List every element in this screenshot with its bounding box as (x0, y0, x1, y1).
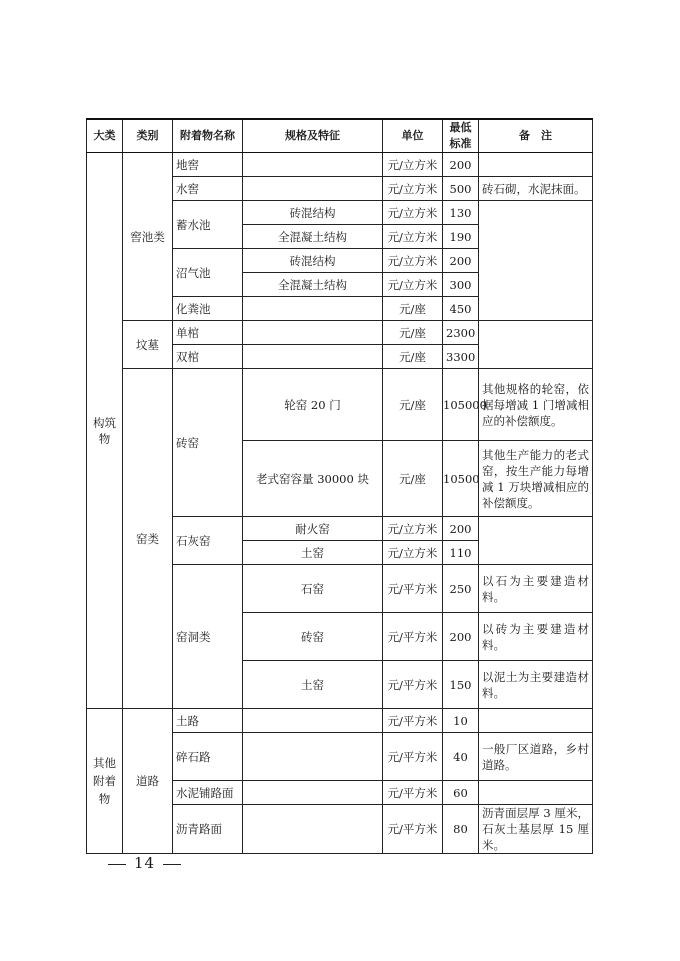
row-unit: 元/立方米 (383, 249, 443, 273)
header-min-standard: 最低 标准 (443, 119, 479, 153)
row-unit: 元/立方米 (383, 201, 443, 225)
table-row (87, 369, 593, 441)
header-spec: 规格及特征 (243, 119, 383, 153)
header-major: 大类 (87, 119, 123, 153)
row-unit: 元/座 (383, 441, 443, 517)
category-cellar-pool: 窖池类 (123, 153, 173, 321)
row-unit: 元/座 (383, 345, 443, 369)
row-unit: 元/平方米 (383, 733, 443, 781)
row-value: 200 (443, 249, 479, 273)
row-value: 130 (443, 201, 479, 225)
row-unit: 元/立方米 (383, 177, 443, 201)
row-spec (243, 297, 383, 321)
row-value: 190 (443, 225, 479, 249)
table-row (87, 153, 593, 177)
row-unit: 元/座 (383, 369, 443, 441)
footer-dash-right (163, 864, 181, 865)
row-note (479, 709, 593, 733)
row-value: 10 (443, 709, 479, 733)
row-name: 单棺 (173, 321, 243, 345)
row-spec (243, 321, 383, 345)
row-spec (243, 733, 383, 781)
row-spec (243, 153, 383, 177)
row-note-empty (479, 517, 593, 565)
table-row (87, 709, 593, 733)
major-structures: 构筑物 (87, 153, 123, 709)
row-name: 石灰窑 (173, 517, 243, 565)
row-value: 500 (443, 177, 479, 201)
row-note: 以泥土为主要建造材料。 (479, 661, 593, 709)
row-value: 3300 (443, 345, 479, 369)
header-remark: 备 注 (479, 119, 593, 153)
page-footer (100, 854, 189, 872)
row-unit: 元/座 (383, 321, 443, 345)
row-unit: 元/座 (383, 297, 443, 321)
row-spec: 轮窑 20 门 (243, 369, 383, 441)
row-spec: 砖窑 (243, 613, 383, 661)
category-kiln: 窑类 (123, 369, 173, 709)
row-name: 水泥铺路面 (173, 781, 243, 805)
table-row (87, 321, 593, 345)
row-spec: 石窑 (243, 565, 383, 613)
row-name: 土路 (173, 709, 243, 733)
row-name: 碎石路 (173, 733, 243, 781)
row-note: 以石为主要建造材料。 (479, 565, 593, 613)
row-spec: 老式窑容量 30000 块 (243, 441, 383, 517)
row-unit: 元/平方米 (383, 805, 443, 854)
row-note: 其他生产能力的老式窑，按生产能力每增减 1 万块增减相应的补偿额度。 (479, 441, 593, 517)
row-value: 80 (443, 805, 479, 854)
row-spec: 耐火窑 (243, 517, 383, 541)
row-unit: 元/平方米 (383, 565, 443, 613)
row-value: 150 (443, 661, 479, 709)
row-spec (243, 177, 383, 201)
row-note: 一般厂区道路，乡村道路。 (479, 733, 593, 781)
row-note: 沥青面层厚 3 厘米，石灰土基层厚 15 厘米。 (479, 805, 593, 854)
header-category: 类别 (123, 119, 173, 153)
row-name: 沥青路面 (173, 805, 243, 854)
row-unit: 元/平方米 (383, 781, 443, 805)
row-unit: 元/平方米 (383, 661, 443, 709)
row-unit: 元/平方米 (383, 709, 443, 733)
footer-dash-left (108, 864, 126, 865)
row-spec (243, 345, 383, 369)
page-number: 14 (134, 854, 156, 872)
row-name: 化粪池 (173, 297, 243, 321)
row-spec (243, 709, 383, 733)
header-name: 附着物名称 (173, 119, 243, 153)
row-value: 60 (443, 781, 479, 805)
row-value: 10500 (443, 441, 479, 517)
row-spec: 砖混结构 (243, 201, 383, 225)
header-unit: 单位 (383, 119, 443, 153)
row-unit: 元/立方米 (383, 541, 443, 565)
row-name: 水窖 (173, 177, 243, 201)
row-spec: 土窑 (243, 661, 383, 709)
row-value: 200 (443, 613, 479, 661)
row-spec: 砖混结构 (243, 249, 383, 273)
row-note: 其他规格的轮窑，依据每增减 1 门增减相应的补偿额度。 (479, 369, 593, 441)
row-unit: 元/平方米 (383, 613, 443, 661)
row-unit: 元/立方米 (383, 153, 443, 177)
row-spec: 全混凝土结构 (243, 273, 383, 297)
row-name: 双棺 (173, 345, 243, 369)
row-note-empty (479, 321, 593, 369)
category-road: 道路 (123, 709, 173, 854)
row-value: 40 (443, 733, 479, 781)
row-name: 地窖 (173, 153, 243, 177)
row-unit: 元/立方米 (383, 273, 443, 297)
row-value: 250 (443, 565, 479, 613)
row-value: 200 (443, 153, 479, 177)
row-spec (243, 781, 383, 805)
row-note (479, 781, 593, 805)
major-other: 其他 附着物 (87, 709, 123, 854)
row-note (479, 153, 593, 177)
row-name: 沼气池 (173, 249, 243, 297)
row-name: 砖窑 (173, 369, 243, 517)
row-value: 300 (443, 273, 479, 297)
row-spec: 全混凝土结构 (243, 225, 383, 249)
row-name: 蓄水池 (173, 201, 243, 249)
row-unit: 元/立方米 (383, 225, 443, 249)
compensation-table (86, 118, 593, 854)
category-grave: 坟墓 (123, 321, 173, 369)
row-spec (243, 805, 383, 854)
row-unit: 元/立方米 (383, 517, 443, 541)
row-value: 110 (443, 541, 479, 565)
row-value: 450 (443, 297, 479, 321)
row-value: 105000 (443, 369, 479, 441)
table-header-row (87, 119, 593, 153)
row-note: 砖石砌，水泥抹面。 (479, 177, 593, 201)
row-spec: 土窑 (243, 541, 383, 565)
row-note-empty (479, 201, 593, 321)
row-value: 2300 (443, 321, 479, 345)
row-value: 200 (443, 517, 479, 541)
row-note: 以砖为主要建造材料。 (479, 613, 593, 661)
row-name: 窑洞类 (173, 565, 243, 709)
